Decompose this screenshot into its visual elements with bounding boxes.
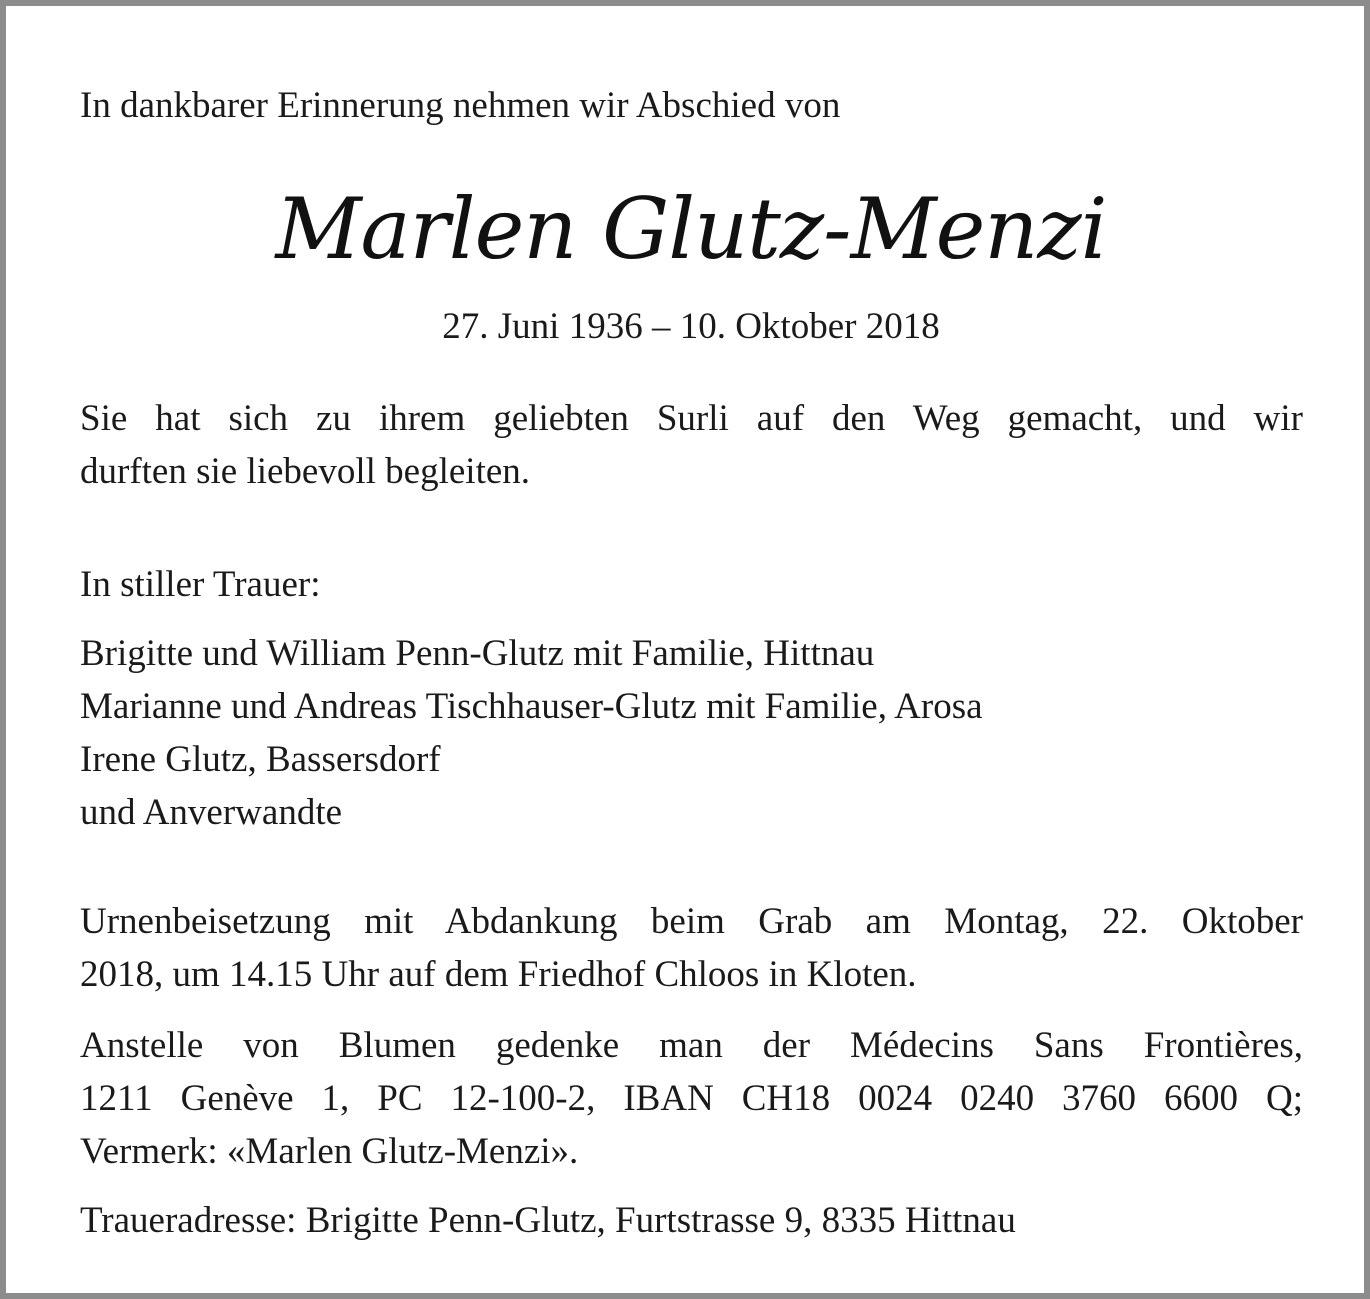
donation-info <box>80 1019 1303 1178</box>
farewell-message <box>80 392 1303 498</box>
burial-info-line: Urnenbeisetzung mit Abdankung beim Grab am Montag, 22. Oktober <box>80 901 1303 942</box>
mourner-line: Brigitte und William Penn-Glutz mit Familie, Hittnau <box>80 633 875 674</box>
donation-info-line: 1211 Genève 1, PC 12-100-2, IBAN CH18 0024 0240 3760 6600 Q; <box>80 1078 1303 1119</box>
donation-info-line: Vermerk: «Marlen Glutz-Menzi». <box>80 1131 579 1172</box>
life-dates: 27. Juni 1936 – 10. Oktober 2018 <box>442 306 940 347</box>
intro-text: In dankbarer Erinnerung nehmen wir Abschied von <box>80 85 841 126</box>
mourners-heading: In stiller Trauer: <box>80 564 321 605</box>
donation-info-line: Anstelle von Blumen gedenke man der Médecins Sans Frontières, <box>80 1025 1303 1066</box>
farewell-message-line: durften sie liebevoll begleiten. <box>80 451 531 492</box>
mourner-line: Marianne und Andreas Tischhauser-Glutz mit Familie, Arosa <box>80 686 983 727</box>
burial-info <box>80 895 1303 1001</box>
mourner-line: und Anverwandte <box>80 792 343 833</box>
deceased-name: Marlen Glutz-Menzi <box>275 180 1107 278</box>
mourner-line: Irene Glutz, Bassersdorf <box>80 739 441 780</box>
mourners-list <box>80 627 1303 839</box>
mourning-address: Traueradresse: Brigitte Penn-Glutz, Furtstrasse 9, 8335 Hittnau <box>80 1200 1016 1241</box>
burial-info-line: 2018, um 14.15 Uhr auf dem Friedhof Chloos in Kloten. <box>80 954 917 995</box>
farewell-message-line: Sie hat sich zu ihrem geliebten Surli auf den Weg gemacht, und wir <box>80 398 1303 439</box>
